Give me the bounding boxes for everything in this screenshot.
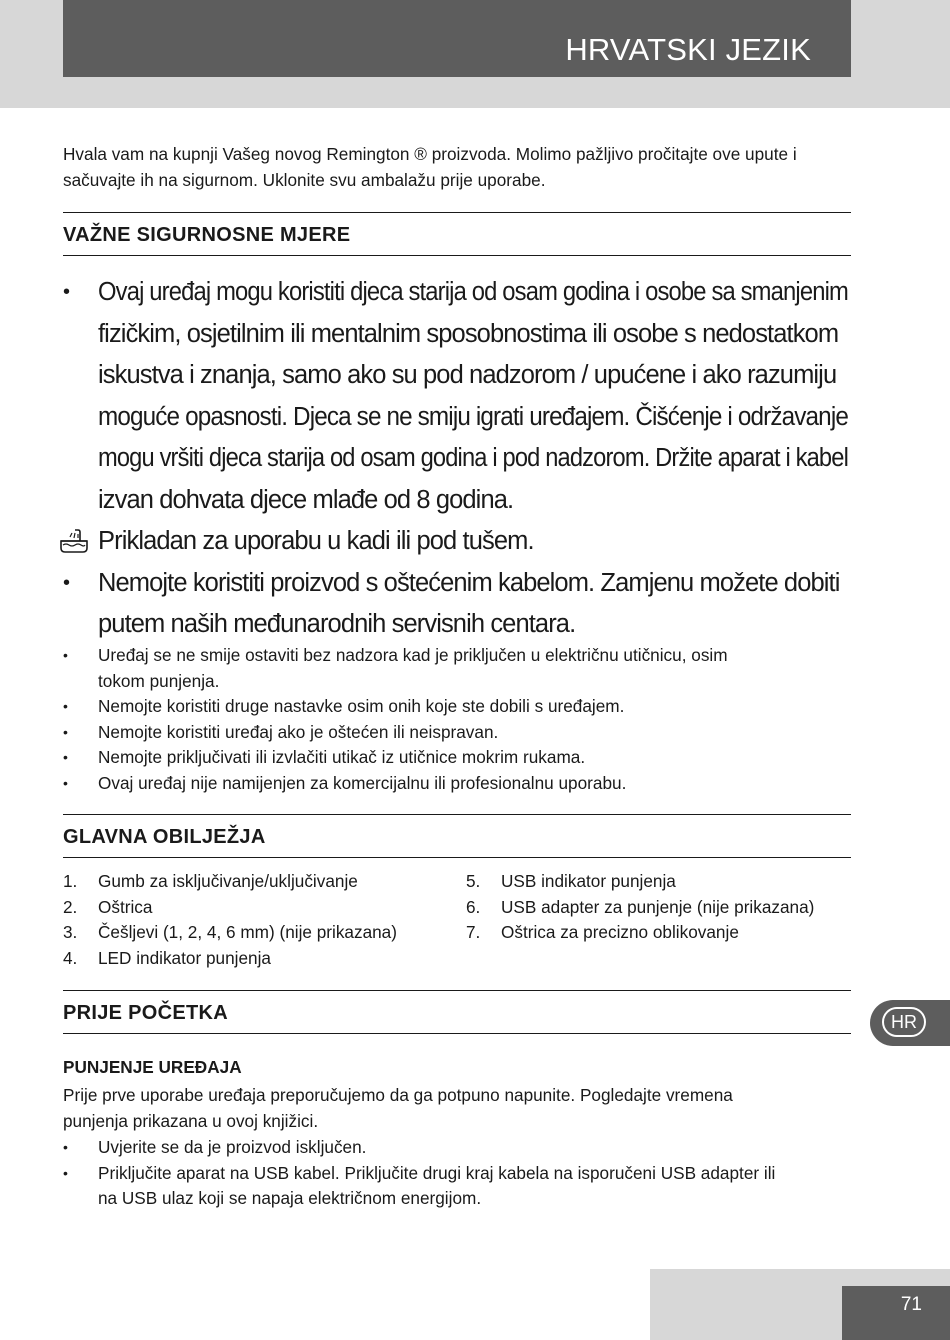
text-line: Nemojte koristiti druge nastavke osim onih koje ste dobili s uređajem. — [98, 696, 625, 716]
bullet-marker: • — [63, 698, 68, 714]
text-line: putem naših međunarodnih servisnih centara. — [98, 610, 576, 638]
feature-label: USB adapter za punjenje (nije prikazana) — [501, 896, 815, 917]
text-line: Nemojte koristiti uređaj ako je oštećen ili neispravan. — [98, 721, 499, 742]
feature-label: Oštrica — [98, 896, 153, 917]
safety-large-list — [63, 272, 851, 646]
bullet-marker: • — [63, 1139, 68, 1155]
text-line: Ovaj uređaj nije namijenjen za komercijalnu ili profesionalnu uporabu. — [98, 772, 627, 793]
feature-item — [466, 920, 814, 946]
features-right-column — [466, 869, 814, 946]
text-line: Uvjerite se da je proizvod isključen. — [98, 1137, 367, 1157]
text-line: Priključite aparat na USB kabel. Priključite drugi kraj kabela na isporučeni USB adapter ili — [98, 1162, 776, 1183]
safety-small-item — [63, 643, 851, 694]
bullet-marker: • — [63, 774, 68, 791]
bullet-marker: • — [63, 647, 68, 663]
safety-small-item — [63, 694, 851, 720]
feature-number: 7. — [466, 922, 481, 942]
feature-item — [63, 895, 397, 921]
feature-number: 2. — [63, 896, 78, 917]
text-line: punjenja prikazana u ovoj knjižici. — [63, 1110, 319, 1131]
charging-steps-list — [63, 1135, 851, 1212]
charging-step — [63, 1161, 851, 1212]
feature-item — [466, 869, 814, 895]
feature-label: Češljevi (1, 2, 4, 6 mm) (nije prikazana) — [98, 922, 397, 942]
feature-number: 5. — [466, 871, 481, 891]
feature-number: 6. — [466, 896, 481, 917]
text-line: Prikladan za uporabu u kadi ili pod tušem. — [98, 527, 534, 555]
language-badge: HR — [882, 1007, 926, 1037]
safety-large-item — [63, 272, 851, 521]
feature-number: 1. — [63, 871, 78, 891]
safety-small-list — [63, 643, 851, 796]
text-line: Nemojte priključivati ili izvlačiti utikač iz utičnice mokrim rukama. — [98, 747, 586, 767]
page-number: 71 — [842, 1286, 950, 1340]
text-line: fizičkim, osjetilnim ili mentalnim sposobnostima ili osobe s nedostatkom — [98, 319, 839, 348]
text-line: Uređaj se ne smije ostaviti bez nadzora kad je priključen u električnu utičnicu, osim — [98, 645, 728, 665]
feature-item — [63, 869, 397, 895]
feature-label: Gumb za isključivanje/uključivanje — [98, 871, 358, 891]
bullet-marker: • — [63, 1164, 68, 1181]
charging-subheading: PUNJENJE UREĐAJA — [63, 1057, 242, 1077]
text-line: iskustva i znanja, samo ako su pod nadzorom / upućene i ako razumiju — [98, 361, 837, 389]
text-line: na USB ulaz koji se napaja električnom energijom. — [98, 1188, 482, 1208]
features-heading: GLAVNA OBILJEŽJA — [63, 814, 851, 858]
bullet-marker: • — [63, 749, 68, 765]
bullet-marker: • — [63, 723, 68, 740]
safety-small-item — [63, 771, 851, 797]
feature-label: USB indikator punjenja — [501, 871, 676, 891]
safety-small-item — [63, 720, 851, 746]
text-line: Prije prve uporabe uređaja preporučujemo da ga potpuno napunite. Pogledajte vremena — [63, 1085, 733, 1105]
language-tab — [870, 1000, 950, 1046]
safety-heading: VAŽNE SIGURNOSNE MJERE — [63, 212, 851, 256]
feature-number: 4. — [63, 947, 78, 968]
text-line: Nemojte koristiti proizvod s oštećenim kabelom. Zamjenu možete dobiti — [98, 568, 840, 597]
feature-label: LED indikator punjenja — [98, 947, 271, 968]
page-title: HRVATSKI JEZIK — [63, 0, 851, 77]
feature-label: Oštrica za precizno oblikovanje — [501, 922, 739, 942]
safety-large-item — [63, 521, 851, 563]
text-line: mogu vršiti djeca starija od osam godina i pod nadzorom. Držite aparat i kabel — [98, 444, 848, 472]
charging-step — [63, 1135, 851, 1161]
charging-paragraph — [63, 1083, 851, 1134]
feature-number: 3. — [63, 922, 78, 942]
text-line: izvan dohvata djece mlađe od 8 godina. — [98, 485, 514, 514]
text-line: Ovaj uređaj mogu koristiti djeca starija od osam godina i osobe sa smanjenim — [98, 278, 848, 306]
bath-shower-icon — [58, 527, 90, 555]
feature-item — [63, 920, 397, 946]
feature-item — [63, 946, 397, 972]
text-line: tokom punjenja. — [98, 670, 220, 691]
bullet-marker: • — [63, 571, 70, 594]
intro-text: Hvala vam na kupnji Vašeg novog Remington ® proizvoda. Molimo pažljivo pročitajte ove upute i sačuvajte ih na sigurnom. Uklonite svu ambalažu prije uporabe. — [63, 144, 797, 190]
bullet-marker: • — [63, 281, 70, 303]
features-left-column — [63, 869, 397, 971]
feature-item — [466, 895, 814, 921]
safety-large-item — [63, 563, 851, 646]
text-line: moguće opasnosti. Djeca se ne smiju igrati uređajem. Čišćenje i održavanje — [98, 402, 848, 431]
before-start-heading: PRIJE POČETKA — [63, 990, 851, 1034]
safety-small-item — [63, 745, 851, 771]
